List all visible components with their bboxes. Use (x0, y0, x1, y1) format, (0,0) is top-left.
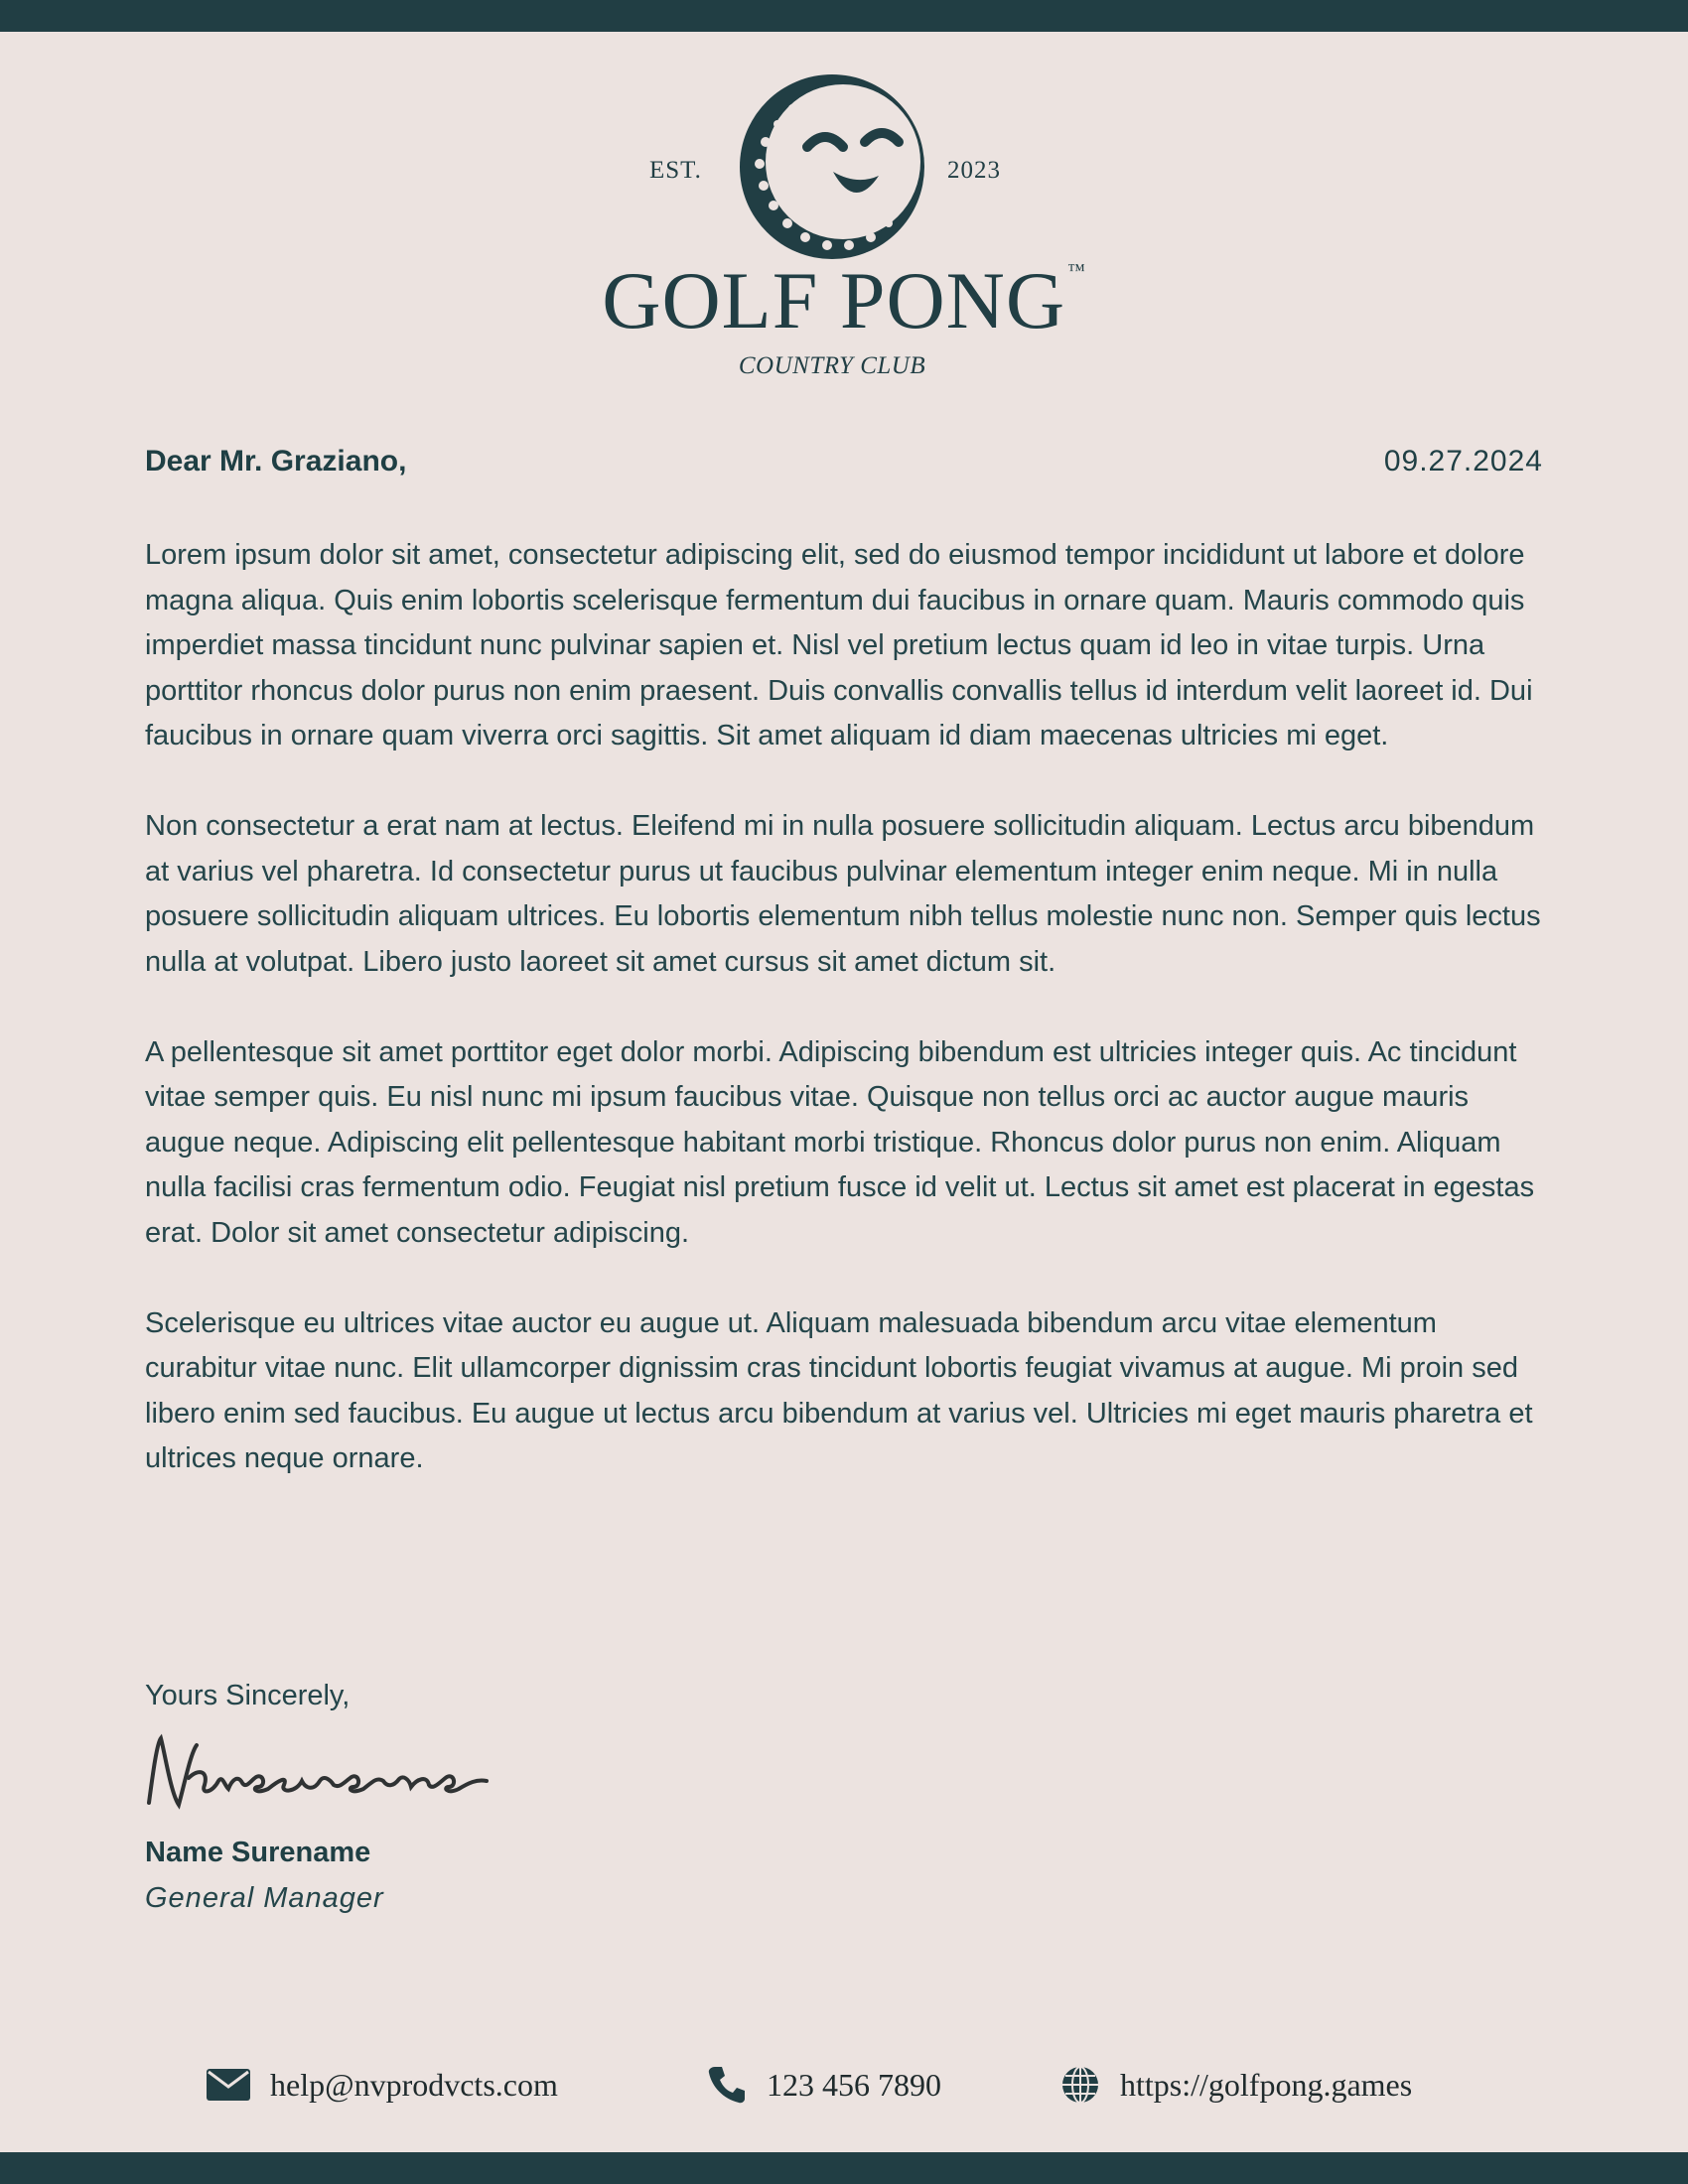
paragraph: Lorem ipsum dolor sit amet, consectetur adipiscing elit, sed do eiusmod tempor incididunt ut labore et dolore magna aliqua. Quis enim lobortis scelerisque fermentum dui faucibus in ornare quam. Mauris commodo quis imperdiet massa tincidunt nunc pulvinar sapien et. Nisl vel pretium lectus quam id leo in vitae turpis. Urna porttitor rhoncus dolor purus non enim praesent. Duis convallis convallis tellus id interdum velit laoreet id. Dui faucibus in ornare quam viverra orci sagittis. Sit amet aliquam id diam maecenas ultricies mi eget. (145, 539, 1533, 751)
salutation: Dear Mr. Graziano, (145, 445, 407, 478)
bottom-bar (0, 2152, 1688, 2184)
website-text[interactable]: https://golfpong.games (1120, 2066, 1413, 2103)
trademark-symbol: ™ (1067, 260, 1086, 280)
envelope-icon (207, 2069, 250, 2101)
footer-website[interactable] (1060, 2065, 1412, 2105)
est-year: 2023 (947, 157, 1001, 184)
signer-name: Name Surename (145, 1837, 371, 1868)
phone-text[interactable]: 123 456 7890 (767, 2066, 941, 2103)
letter-date: 09.27.2024 (1383, 445, 1543, 478)
brand-name: GOLF PONG ™ (602, 255, 1086, 345)
est-label: EST. (649, 157, 702, 184)
paragraph: A pellentesque sit amet porttitor eget dolor morbi. Adipiscing bibendum est ultricies integer quis. Ac tincidunt vitae semper quis. Eu nisl nunc mi ipsum faucibus vitae. Quisque non tellus orci ac auctor augue mauris augue neque. Adipiscing elit pellentesque habitant morbi tristique. Rhoncus dolor purus non enim. Aliquam nulla facilisi cras fermentum odio. Feugiat nisl pretium fusce id velit ut. Lectus sit amet est placerat in egestas erat. Dolor sit amet consectetur adipiscing. (145, 1035, 1535, 1249)
email-text[interactable]: help@nvprodvcts.com (270, 2066, 558, 2103)
handwritten-signature (139, 1723, 566, 1823)
paragraph: Scelerisque eu ultrices vitae auctor eu augue ut. Aliquam malesuada bibendum arcu vitae elementum curabitur vitae nunc. Elit ullamcorper dignissim cras tincidunt lobortis feugiat vivamus at augue. Mi proin sed libero enim sed faucibus. Eu augue ut lectus arcu bibendum at varius vel. Ultricies mi eget mauris pharetra et ultrices neque ornare. (145, 1306, 1533, 1474)
phone-icon (707, 2065, 747, 2105)
footer-email[interactable] (207, 2065, 558, 2105)
signer-title: General Manager (145, 1882, 384, 1914)
closing: Yours Sincerely, (145, 1680, 351, 1711)
paragraph: Non consectetur a erat nam at lectus. Eleifend mi in nulla posuere sollicitudin aliquam. Lectus arcu bibendum at varius vel pharetra. Id consectetur purus ut faucibus pulvinar elementum integer enim neque. Mi in nulla posuere sollicitudin aliquam ultrices. Eu lobortis elementum nibh tellus molestie nunc non. Semper quis lectus nulla at volutpat. Libero justo laoreet sit amet cursus sit amet dictum sit. (145, 810, 1541, 978)
footer-phone[interactable] (707, 2065, 941, 2105)
globe-icon (1060, 2065, 1100, 2105)
top-bar (0, 0, 1688, 32)
brand-subtitle: COUNTRY CLUB (738, 352, 926, 379)
smiling-golf-ball-icon (738, 72, 926, 261)
letter-body (145, 533, 1545, 1527)
